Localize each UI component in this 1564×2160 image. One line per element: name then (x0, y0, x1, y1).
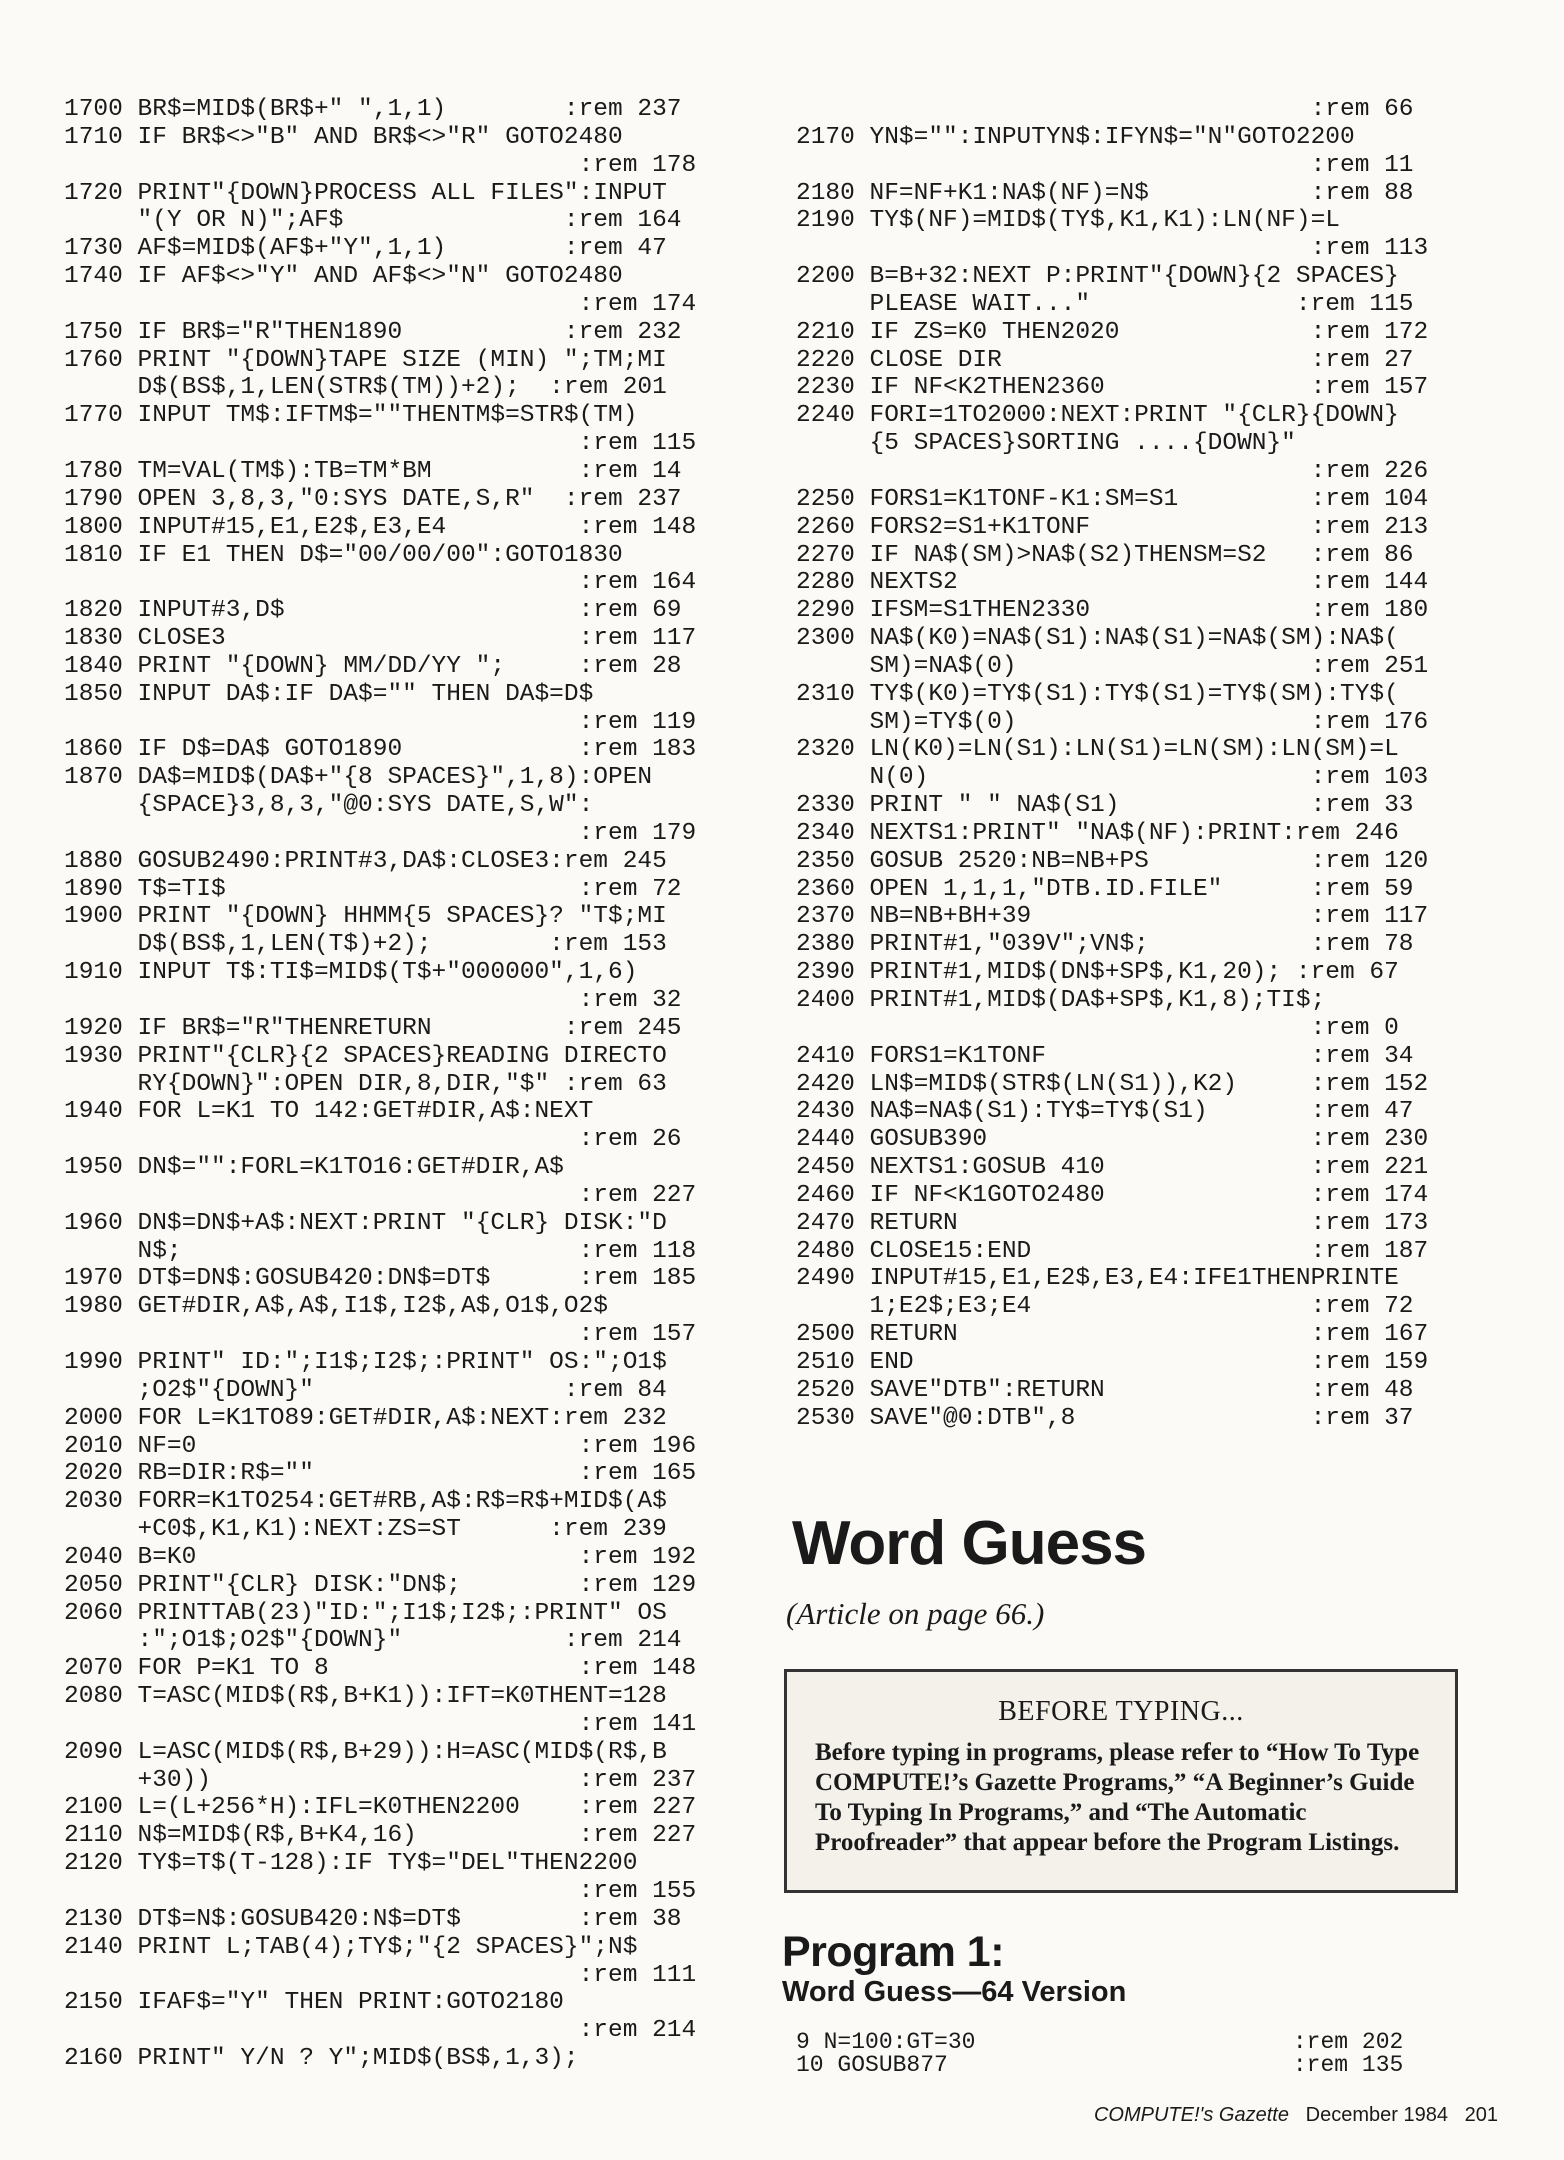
code-line: 2320 LN(K0)=LN(S1):LN(S1)=LN(SM):LN(SM)=L (796, 736, 1399, 764)
code-line: D$(BS$,1,LEN(T$)+2); :rem 153 (64, 931, 667, 959)
code-line: 1890 T$=TI$ :rem 72 (64, 875, 682, 903)
code-line: :rem 113 (796, 235, 1429, 263)
code-line: 1700 BR$=MID$(BR$+" ",1,1) :rem 237 (64, 96, 682, 123)
code-line: 2000 FOR L=K1TO89:GET#DIR,A$:NEXT:rem 232 (64, 1404, 667, 1432)
code-line: 2420 LN$=MID$(STR$(LN(S1)),K2) :rem 152 (796, 1070, 1429, 1098)
left-program-listing (64, 96, 754, 2073)
code-line: 2390 PRINT#1,MID$(DN$+SP$,K1,20); :rem 67 (796, 959, 1399, 987)
code-line: :rem 214 (64, 2017, 697, 2045)
program-title: Program 1: (782, 1928, 1005, 1976)
code-line: PLEASE WAIT..." :rem 115 (796, 290, 1414, 318)
code-line: 2020 RB=DIR:R$="" :rem 165 (64, 1460, 697, 1488)
code-line: 2310 TY$(K0)=TY$(S1):TY$(S1)=TY$(SM):TY$( (796, 680, 1399, 708)
code-line: N$; :rem 118 (64, 1237, 697, 1265)
code-line: 2040 B=K0 :rem 192 (64, 1543, 697, 1571)
code-line: 1860 IF D$=DA$ GOTO1890 :rem 183 (64, 736, 697, 764)
code-line: 2050 PRINT"{CLR} DISK:"DN$; :rem 129 (64, 1571, 697, 1599)
code-line: 1820 INPUT#3,D$ :rem 69 (64, 597, 682, 625)
code-line: 1750 IF BR$="R"THEN1890 :rem 232 (64, 318, 682, 346)
code-line: "(Y OR N)";AF$ :rem 164 (64, 207, 682, 235)
code-line: 2460 IF NF<K1GOTO2480 :rem 174 (796, 1181, 1429, 1209)
code-line: 1;E2$;E3;E4 :rem 72 (796, 1293, 1414, 1321)
code-line: 2360 OPEN 1,1,1,"DTB.ID.FILE" :rem 59 (796, 875, 1414, 903)
code-line: 1730 AF$=MID$(AF$+"Y",1,1) :rem 47 (64, 235, 667, 263)
code-line: 2500 RETURN :rem 167 (796, 1321, 1429, 1349)
footer-magazine: COMPUTE!'s Gazette (1093, 2104, 1289, 2126)
code-line: 9 N=100:GT=30 :rem 202 (796, 2029, 1404, 2055)
code-line: 1760 PRINT "{DOWN}TAPE SIZE (MIN) ";TM;MI (64, 346, 667, 374)
code-line: 2290 IFSM=S1THEN2330 :rem 180 (796, 597, 1429, 625)
before-typing-title: BEFORE TYPING... (998, 1696, 1244, 1727)
code-line: :rem 26 (64, 1126, 682, 1154)
article-heading: Word Guess (792, 1509, 1147, 1578)
code-line: :rem 32 (64, 987, 682, 1014)
code-line: 1930 PRINT"{CLR}{2 SPACES}READING DIRECTO (64, 1042, 667, 1070)
code-line: 1980 GET#DIR,A$,A$,I1$,I2$,A$,O1$,O2$ (64, 1293, 608, 1321)
code-line: 2450 NEXTS1:GOSUB 410 :rem 221 (796, 1154, 1429, 1182)
code-line: 2350 GOSUB 2520:NB=NB+PS :rem 120 (796, 847, 1429, 875)
code-line: 1790 OPEN 3,8,3,"0:SYS DATE,S,R" :rem 237 (64, 485, 682, 513)
code-line: RY{DOWN}":OPEN DIR,8,DIR,"$" :rem 63 (64, 1070, 667, 1098)
code-line: 2030 FORR=K1TO254:GET#RB,A$:R$=R$+MID$(A$ (64, 1488, 667, 1516)
code-line: 1740 IF AF$<>"Y" AND AF$<>"N" GOTO2480 (64, 263, 623, 291)
code-line: 2280 NEXTS2 :rem 144 (796, 569, 1429, 597)
code-line: 2380 PRINT#1,"039V";VN$; :rem 78 (796, 931, 1414, 959)
code-line: 2100 L=(L+256*H):IFL=K0THEN2200 :rem 227 (64, 1794, 697, 1822)
program-1-listing (796, 2031, 1496, 2077)
code-line: 2170 YN$="":INPUTYN$:IFYN$="N"GOTO2200 (796, 123, 1355, 151)
code-line: 1920 IF BR$="R"THENRETURN :rem 245 (64, 1014, 682, 1042)
code-line: ;O2$"{DOWN}" :rem 84 (64, 1376, 667, 1404)
code-line: 1850 INPUT DA$:IF DA$="" THEN DA$=D$ (64, 680, 594, 708)
code-line: 1910 INPUT T$:TI$=MID$(T$+"000000",1,6) (64, 959, 638, 987)
code-line: 2330 PRINT " " NA$(S1) :rem 33 (796, 792, 1414, 820)
code-line: 1970 DT$=DN$:GOSUB420:DN$=DT$ :rem 185 (64, 1265, 697, 1293)
code-line: 2520 SAVE"DTB":RETURN :rem 48 (796, 1376, 1414, 1404)
code-line: :rem 155 (64, 1878, 697, 1905)
code-line: 2470 RETURN :rem 173 (796, 1209, 1429, 1237)
footer-page-number: 201 (1464, 2104, 1498, 2126)
code-line: 2180 NF=NF+K1:NA$(NF)=N$ :rem 88 (796, 179, 1414, 207)
code-line: SM)=NA$(0) :rem 251 (796, 652, 1429, 680)
code-line: 2140 PRINT L;TAB(4);TY$;"{2 SPACES}";N$ (64, 1933, 638, 1961)
code-line: D$(BS$,1,LEN(STR$(TM))+2); :rem 201 (64, 374, 667, 402)
code-line: :rem 0 (796, 1014, 1399, 1042)
code-line: :rem 227 (64, 1181, 697, 1209)
code-line: 1810 IF E1 THEN D$="00/00/00":GOTO1830 (64, 541, 623, 569)
code-line: 1960 DN$=DN$+A$:NEXT:PRINT "{CLR} DISK:"D (64, 1209, 667, 1237)
code-line: 2090 L=ASC(MID$(R$,B+29)):H=ASC(MID$(R$,B (64, 1738, 667, 1766)
code-line: 2300 NA$(K0)=NA$(S1):NA$(S1)=NA$(SM):NA$( (796, 625, 1399, 653)
code-line: {SPACE}3,8,3,"@0:SYS DATE,S,W": (64, 792, 594, 820)
code-line: 2340 NEXTS1:PRINT" "NA$(NF):PRINT:rem 246 (796, 819, 1399, 847)
code-line: 2480 CLOSE15:END :rem 187 (796, 1237, 1429, 1265)
code-line: 2130 DT$=N$:GOSUB420:N$=DT$ :rem 38 (64, 1905, 682, 1933)
code-line: 2260 FORS2=S1+K1TONF :rem 213 (796, 513, 1429, 541)
code-line: 2010 NF=0 :rem 196 (64, 1432, 697, 1460)
code-line: 2510 END :rem 159 (796, 1348, 1429, 1376)
code-line: 2230 IF NF<K2THEN2360 :rem 157 (796, 374, 1429, 402)
code-line: +30)) :rem 237 (64, 1766, 697, 1794)
before-typing-box (784, 1669, 1458, 1893)
code-line: 1710 IF BR$<>"B" AND BR$<>"R" GOTO2480 (64, 123, 623, 151)
code-line: 1870 DA$=MID$(DA$+"{8 SPACES}",1,8):OPEN (64, 764, 653, 792)
code-line: 2220 CLOSE DIR :rem 27 (796, 346, 1414, 374)
code-line: :rem 115 (64, 430, 697, 458)
code-line: :rem 174 (64, 290, 697, 318)
page-footer (1094, 2104, 1498, 2127)
code-line: N(0) :rem 103 (796, 764, 1429, 792)
code-line: 2370 NB=NB+BH+39 :rem 117 (796, 903, 1429, 931)
code-line: 2410 FORS1=K1TONF :rem 34 (796, 1042, 1414, 1070)
code-line: :rem 11 (796, 151, 1414, 179)
before-typing-text: Before typing in programs, please refer to “How To Type COMPUTE!’s Gazette Programs,” “A Beginner’s Guide To Typing In Programs,” and “The Automatic Proofreader” that appear before the Program Listings. (815, 1739, 1420, 1856)
code-line: 2430 NA$=NA$(S1):TY$=TY$(S1) :rem 47 (796, 1098, 1414, 1126)
code-line: 1800 INPUT#15,E1,E2$,E3,E4 :rem 148 (64, 513, 697, 541)
code-line: :rem 66 (796, 96, 1414, 123)
footer-date: December 1984 (1305, 2104, 1448, 2126)
code-line: 2110 N$=MID$(R$,B+K4,16) :rem 227 (64, 1822, 697, 1850)
code-line: 2200 B=B+32:NEXT P:PRINT"{DOWN}{2 SPACES} (796, 263, 1399, 291)
code-line: SM)=TY$(0) :rem 176 (796, 708, 1429, 736)
code-line: +C0$,K1,K1):NEXT:ZS=ST :rem 239 (64, 1516, 667, 1544)
code-line: 2400 PRINT#1,MID$(DA$+SP$,K1,8);TI$; (796, 987, 1326, 1014)
code-line: 2490 INPUT#15,E1,E2$,E3,E4:IFE1THENPRINTE (796, 1265, 1399, 1293)
code-line: 2210 IF ZS=K0 THEN2020 :rem 172 (796, 318, 1429, 346)
code-line: 1940 FOR L=K1 TO 142:GET#DIR,A$:NEXT (64, 1098, 594, 1126)
code-line: :rem 178 (64, 151, 697, 179)
code-line: 10 GOSUB877 :rem 135 (796, 2052, 1404, 2078)
code-line: 2060 PRINTTAB(23)"ID:";I1$;I2$;:PRINT" OS (64, 1599, 667, 1627)
code-line: 1950 DN$="":FORL=K1TO16:GET#DIR,A$ (64, 1154, 564, 1182)
code-line: 2440 GOSUB390 :rem 230 (796, 1126, 1429, 1154)
code-line: :rem 141 (64, 1710, 697, 1738)
code-line: :rem 111 (64, 1961, 697, 1989)
code-line: :rem 157 (64, 1321, 697, 1349)
code-line: :";O1$;O2$"{DOWN}" :rem 214 (64, 1627, 682, 1655)
code-line: 1880 GOSUB2490:PRINT#3,DA$:CLOSE3:rem 245 (64, 847, 667, 875)
code-line: 2270 IF NA$(SM)>NA$(S2)THENSM=S2 :rem 86 (796, 541, 1414, 569)
code-line: :rem 179 (64, 819, 697, 847)
right-program-listing (796, 96, 1496, 1433)
code-line: :rem 119 (64, 708, 697, 736)
code-line: 2070 FOR P=K1 TO 8 :rem 148 (64, 1655, 697, 1683)
code-line: 2150 IFAF$="Y" THEN PRINT:GOTO2180 (64, 1989, 564, 2017)
code-line: 1720 PRINT"{DOWN}PROCESS ALL FILES":INPUT (64, 179, 667, 207)
code-line: 2530 SAVE"@0:DTB",8 :rem 37 (796, 1404, 1414, 1432)
code-line: 1900 PRINT "{DOWN} HHMM{5 SPACES}? "T$;MI (64, 903, 667, 931)
code-line: 1780 TM=VAL(TM$):TB=TM*BM :rem 14 (64, 457, 682, 485)
code-line: 2240 FORI=1TO2000:NEXT:PRINT "{CLR}{DOWN} (796, 402, 1399, 430)
code-line: :rem 164 (64, 569, 697, 597)
code-line: {5 SPACES}SORTING ....{DOWN}" (796, 430, 1296, 458)
code-line: 1770 INPUT TM$:IFTM$=""THENTM$=STR$(TM) (64, 402, 638, 430)
code-line: 1990 PRINT" ID:";I1$;I2$;:PRINT" OS:";O1$ (64, 1348, 667, 1376)
code-line: 1830 CLOSE3 :rem 117 (64, 625, 697, 653)
code-line: 2080 T=ASC(MID$(R$,B+K1)):IFT=K0THENT=128 (64, 1683, 667, 1711)
code-line: 2120 TY$=T$(T-128):IF TY$="DEL"THEN2200 (64, 1850, 638, 1878)
code-line: 2190 TY$(NF)=MID$(TY$,K1,K1):LN(NF)=L (796, 207, 1340, 235)
code-line: 2160 PRINT" Y/N ? Y";MID$(BS$,1,3); (64, 2045, 579, 2073)
article-reference: (Article on page 66.) (786, 1596, 1045, 1631)
code-line: 1840 PRINT "{DOWN} MM/DD/YY "; :rem 28 (64, 652, 682, 680)
code-line: :rem 226 (796, 457, 1429, 485)
program-subtitle: Word Guess—64 Version (782, 1976, 1127, 2008)
code-line: 2250 FORS1=K1TONF-K1:SM=S1 :rem 104 (796, 485, 1429, 513)
